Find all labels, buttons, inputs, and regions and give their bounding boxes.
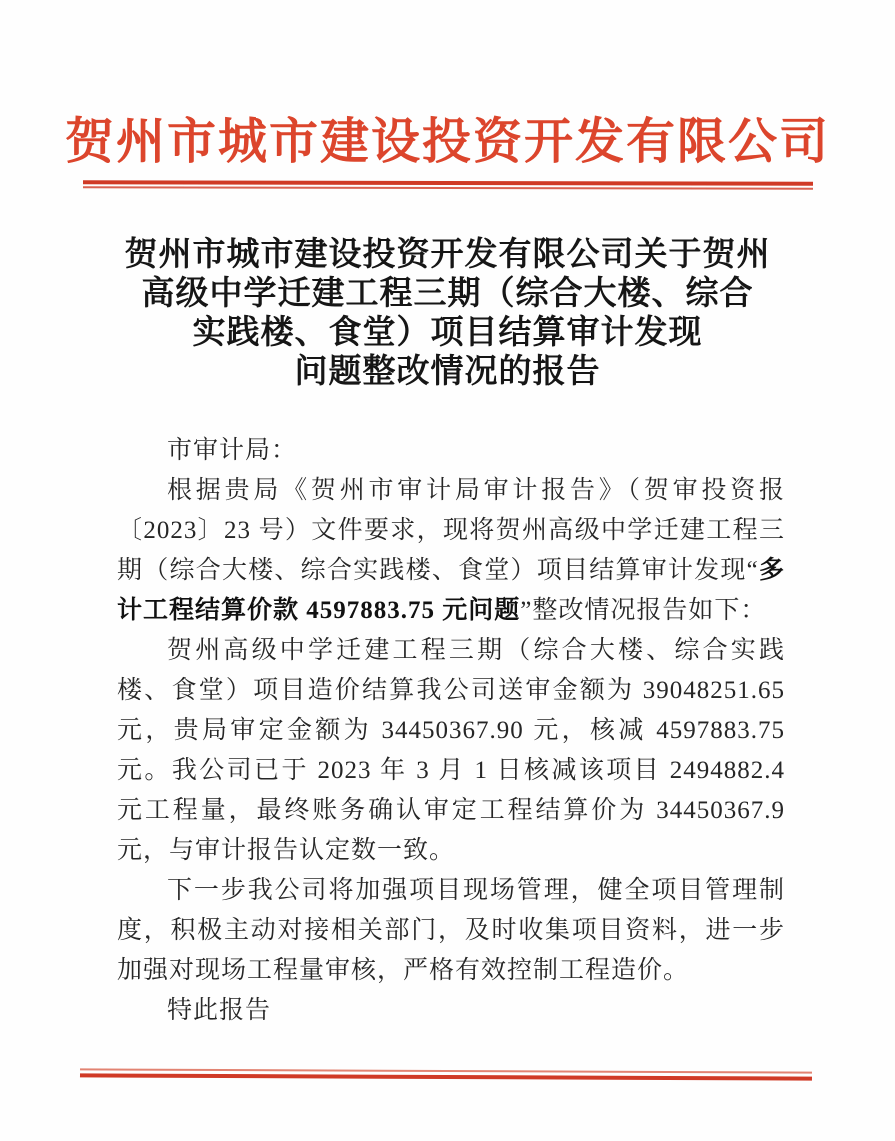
document-title (0, 236, 895, 392)
document-title-line-3: 实践楼、食堂）项目结算审计发现 (192, 315, 703, 351)
body-paragraph-3: 下一步我公司将加强项目现场管理，健全项目管理制度，积极主动对接相关部门，及时收集项目资料，进一步加强对现场工程量审核，严格有效控制工程造价。 (117, 877, 785, 984)
paragraph-1-text-after: ”整改情况报告如下： (520, 597, 767, 624)
body-paragraph-2: 贺州高级中学迁建工程三期（综合大楼、综合实践楼、食堂）项目造价结算我公司送审金额为 39048251.65 元，贵局审定金额为 34450367.90 元，核减 4597883.75 元。我公司已于 2023 年 3 月 1 日核减该项目 2494882.4 元工程量，最终账务确认审定工程结算价为 34450367.9 元，与审计报告认定数一致。 (117, 637, 785, 864)
letterhead-divider (82, 180, 812, 190)
body-paragraph-1 (117, 471, 785, 631)
letterhead-company-name: 贺州市城市建设投资开发有限公司 (64, 114, 830, 169)
letterhead-divider-thin-line (82, 186, 812, 190)
footer-divider-thick-line (80, 1073, 812, 1080)
document-title-line-2: 高级中学迁建工程三期（综合大楼、综合 (141, 276, 754, 312)
paragraph-1-highlighted-issue: 多计工程结算价款 4597883.75 元问题 (117, 557, 785, 624)
document-body (117, 431, 785, 1031)
footer-divider-thin-line (80, 1068, 812, 1073)
salutation: 市审计局： (167, 437, 298, 464)
body-paragraph-4-closing: 特此报告 (167, 997, 272, 1024)
footer-divider (80, 1068, 812, 1080)
letterhead-divider-thick-line (83, 180, 813, 186)
paragraph-1-text-before: 根据贵局《贺州市审计局审计报告》（贺审投资报〔2023〕23 号）文件要求，现将贺州高级中学迁建工程三期（综合大楼、综合实践楼、食堂）项目结算审计发现“ (117, 477, 785, 584)
document-title-line-1: 贺州市城市建设投资开发有限公司关于贺州 (124, 237, 771, 273)
document-title-line-4: 问题整改情况的报告 (294, 354, 601, 390)
